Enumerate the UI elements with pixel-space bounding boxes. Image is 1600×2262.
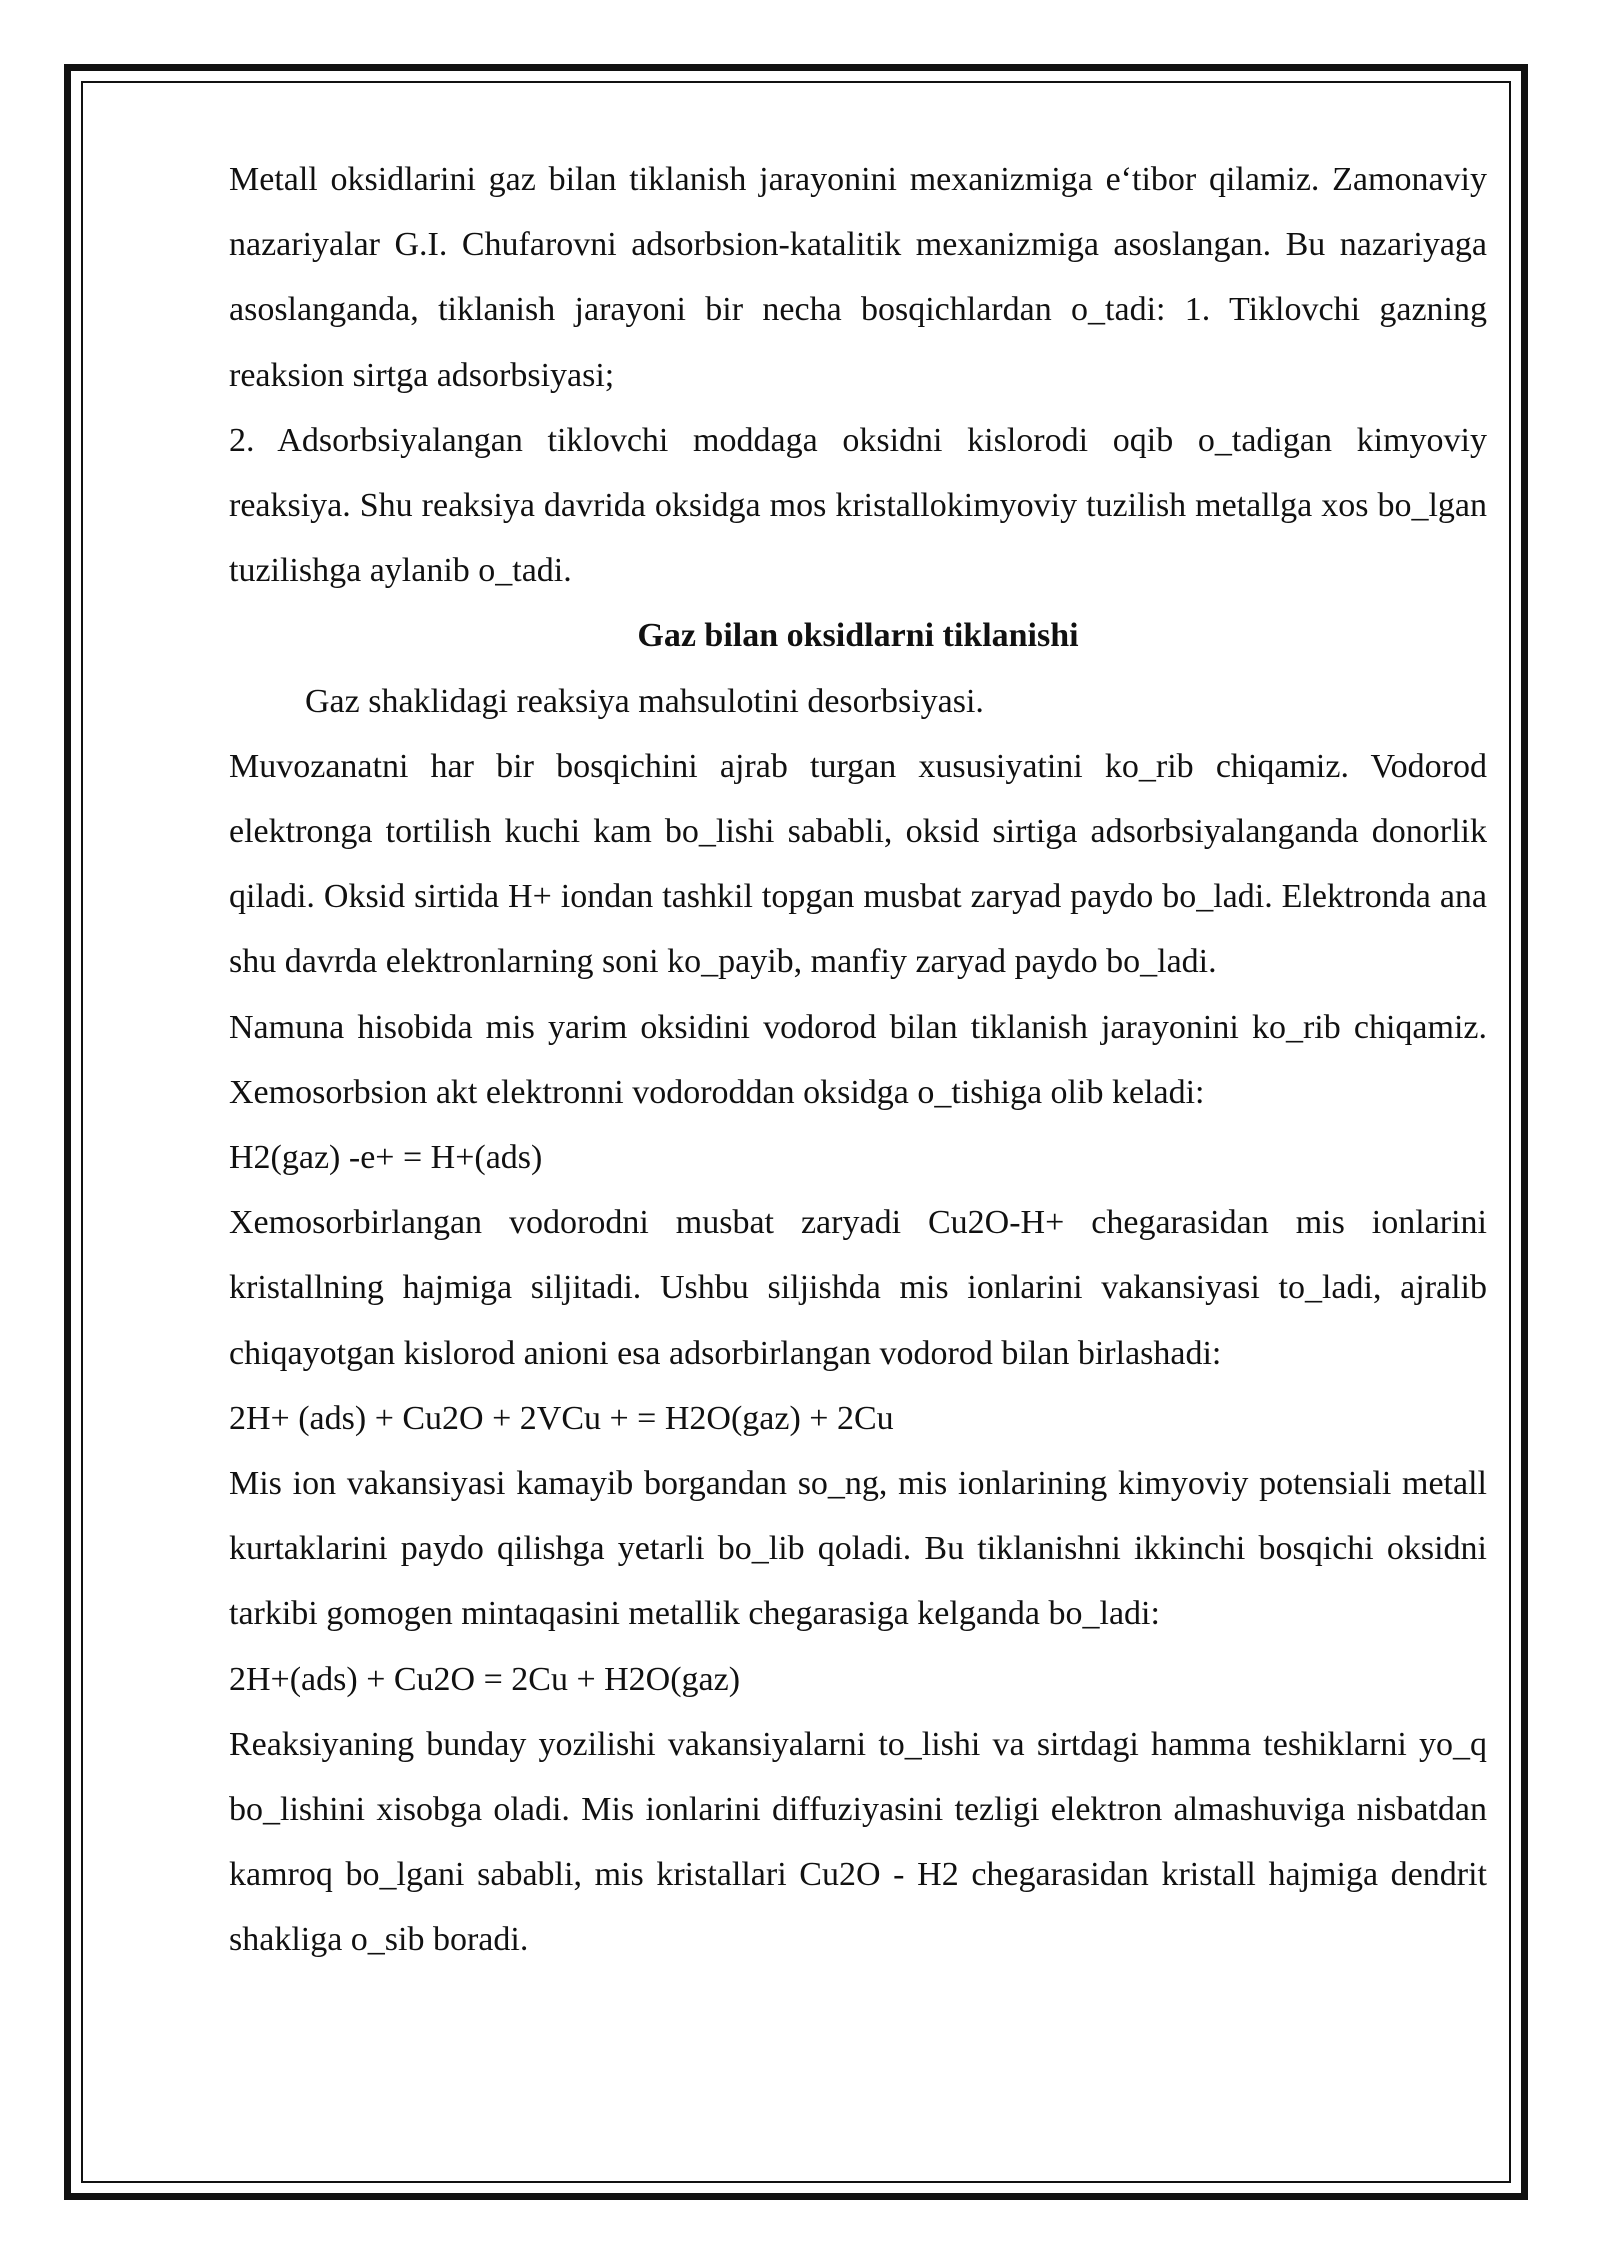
section-heading: Gaz bilan oksidlarni tiklanishi <box>637 617 1079 655</box>
paragraph-step-2: 2. Adsorbsiyalangan tiklovchi moddaga oksidni kislorodi oqib o_tadigan kimyoviy reaksiya. Shu reaksiya davrida oksidga mos kristallokimyoviy tuzilish metallga xos bo_lgan tuzilishga aylanib o_tadi. <box>229 421 1487 590</box>
paragraph-chemisorbed: Xemosorbirlangan vodorodni musbat zaryadi Cu2O-H+ chegarasidan mis ionlarini kristallning hajmiga siljitadi. Ushbu siljishda mis ionlarini vakansiyasi to_ladi, ajralib chiqayotgan kislorod anioni esa adsorbirlangan vodorod bilan birlashadi: <box>229 1204 1487 1372</box>
paragraph-equilibrium: Muvozanatni har bir bosqichini ajrab turgan xususiyatini ko_rib chiqamiz. Vodorod elektronga tortilish kuchi kam bo_lishi sababli, oksid sirtiga adsorbsiyalanganda donorlik qiladi. Oksid sirtida H+ iondan tashkil topgan musbat zaryad paydo bo_ladi. Elektronda ana shu davrda elektronlarning soni ko_payib, manfiy zaryad paydo bo_ladi. <box>229 747 1487 981</box>
paragraph-desorption: Gaz shaklidagi reaksiya mahsulotini desorbsiyasi. <box>305 682 984 720</box>
equation-1: H2(gaz) -e+ = H+(ads) <box>229 1139 543 1177</box>
paragraph-conclusion: Reaksiyaning bunday yozilishi vakansiyalarni to_lishi va sirtdagi hamma teshiklarni yo_q bo_lishini xisobga oladi. Mis ionlarini diffuziyasini tezligi elektron almashuviga nisbatdan kamroq bo_lgani sababli, mis kristallari Cu2O - H2 chegarasidan kristall hajmiga dendrit shakliga o_sib boradi. <box>229 1725 1487 1959</box>
document-body <box>229 147 1487 1973</box>
paragraph-vacancy: Mis ion vakansiyasi kamayib borgandan so_ng, mis ionlarining kimyoviy potensiali metall kurtaklarini paydo qilishga yetarli bo_lib qoladi. Bu tiklanishni ikkinchi bosqichi oksidni tarkibi gomogen mintaqasini metallik chegarasiga kelganda bo_ladi: <box>229 1465 1487 1633</box>
paragraph-example: Namuna hisobida mis yarim oksidini vodorod bilan tiklanish jarayonini ko_rib chiqamiz. Xemosorbsion akt elektronni vodoroddan oksidga o_tishiga olib keladi: <box>229 1008 1487 1111</box>
paragraph-mechanism-intro: Metall oksidlarini gaz bilan tiklanish jarayonini mexanizmiga e‘tibor qilamiz. Zamonaviy nazariyalar G.I. Chufarovni adsorbsion-katalitik mexanizmiga asoslangan. Bu nazariyaga asoslanganda, tiklanish jarayoni bir necha bosqichlardan o_tadi: 1. Tiklovchi gazning reaksion sirtga adsorbsiyasi; <box>229 161 1487 394</box>
equation-3: 2H+(ads) + Cu2O = 2Cu + H2O(gaz) <box>229 1660 741 1698</box>
equation-2: 2H+ (ads) + Cu2O + 2VCu + = H2O(gaz) + 2Cu <box>229 1399 894 1437</box>
